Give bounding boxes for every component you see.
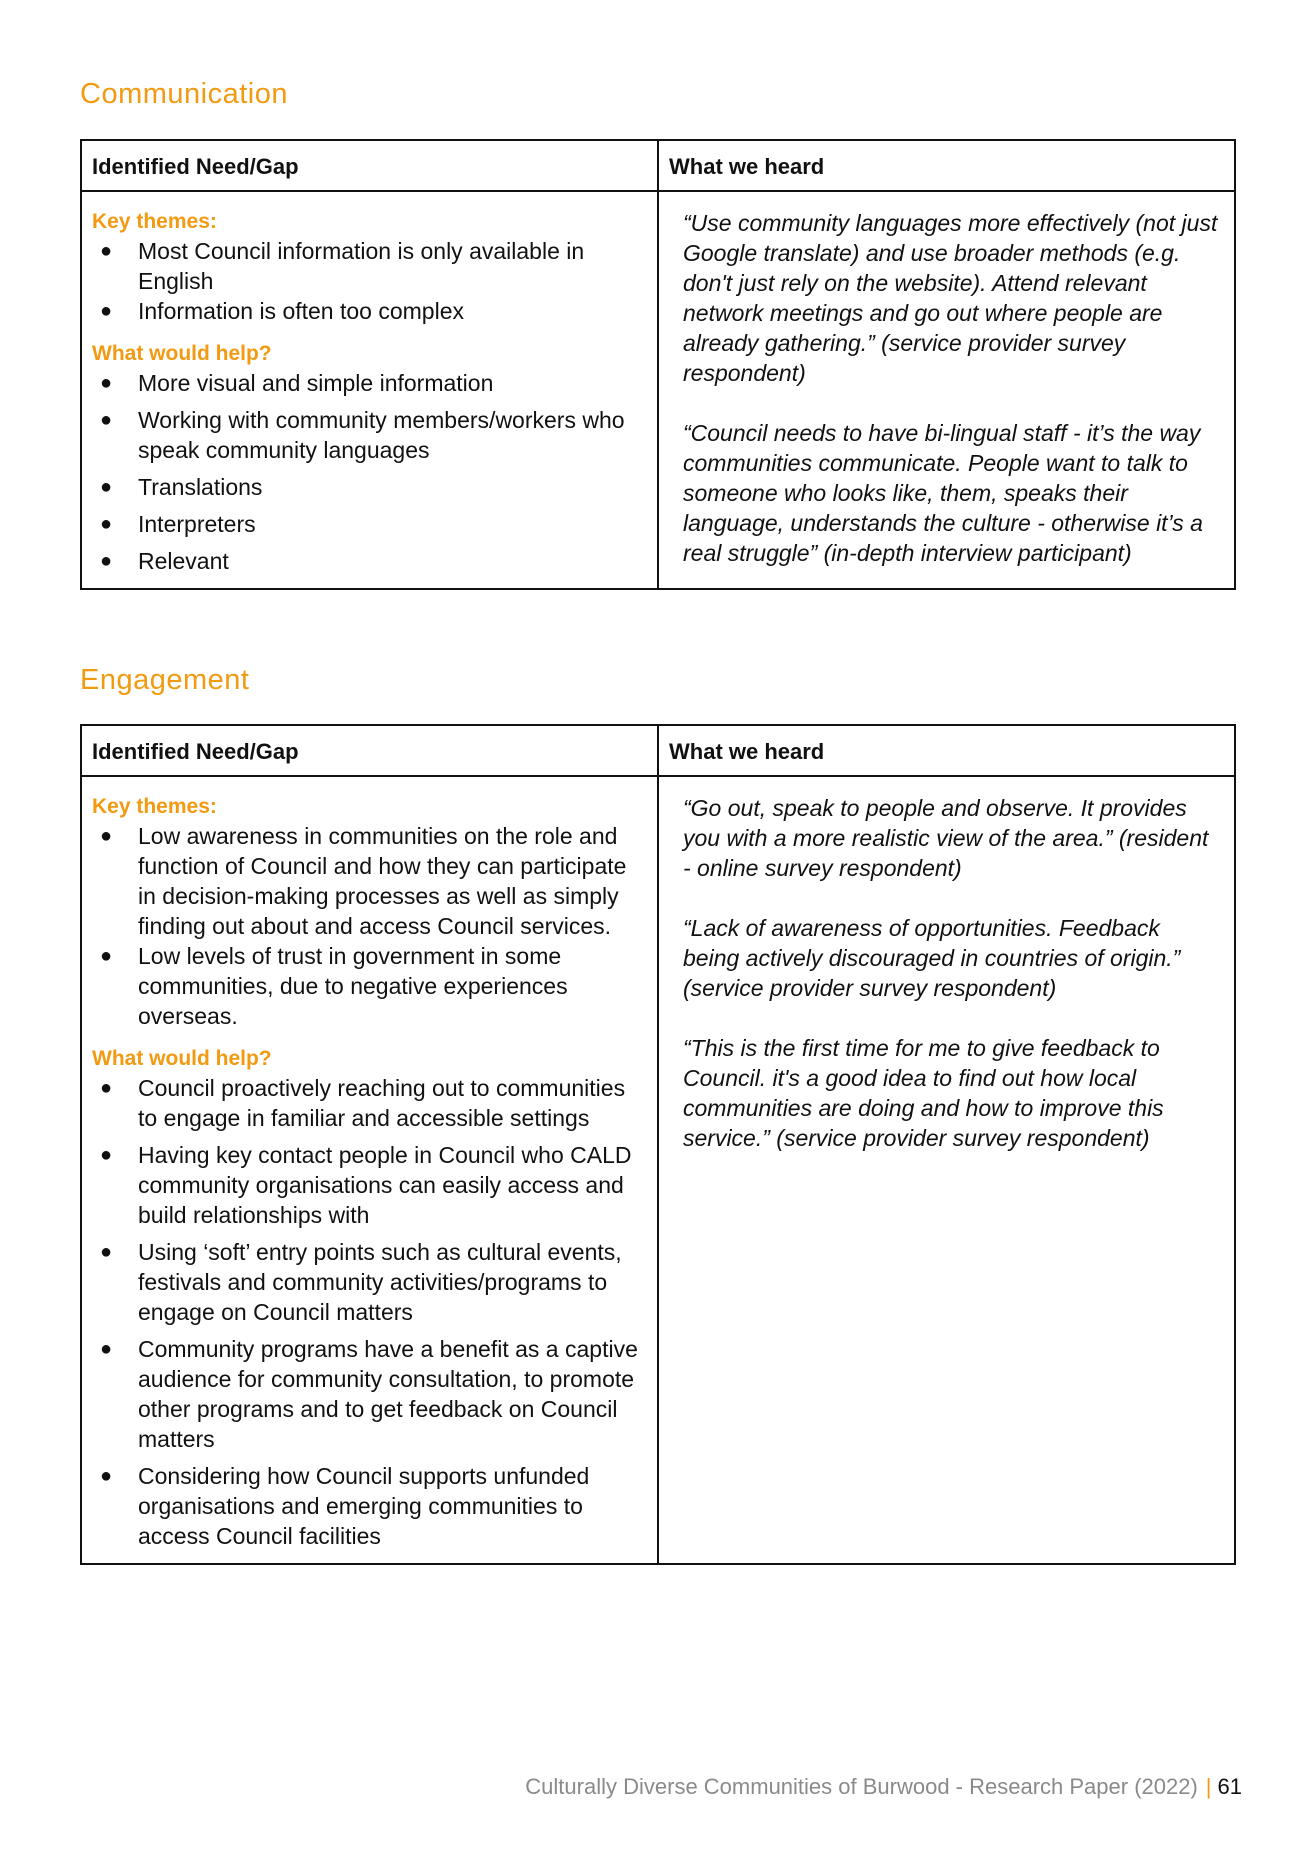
footer-title: Culturally Diverse Communities of Burwood - Research Paper (2022) bbox=[525, 1774, 1198, 1799]
need-cell bbox=[81, 776, 658, 1564]
column-header-heard: What we heard bbox=[658, 140, 1235, 191]
bullet-icon: ● bbox=[100, 825, 113, 847]
bullet-icon: ● bbox=[100, 240, 113, 262]
key-themes-label: Key themes: bbox=[92, 210, 217, 233]
quote: “Lack of awareness of opportunities. Feedback being actively discouraged in countries of origin.” (service provider survey respondent) bbox=[683, 915, 1181, 1001]
bullet-icon: ● bbox=[100, 1465, 113, 1487]
heard-cell bbox=[658, 191, 1235, 589]
list-item-text: Working with community members/workers who speak community languages bbox=[138, 407, 625, 463]
list-item bbox=[92, 1237, 647, 1327]
column-header-heard: What we heard bbox=[658, 725, 1235, 776]
list-item bbox=[92, 1461, 647, 1551]
list-item bbox=[92, 1140, 647, 1230]
quote: “Go out, speak to people and observe. It provides you with a more realistic view of the area.” (resident - online survey respondent) bbox=[683, 795, 1209, 881]
list-item-text: Translations bbox=[138, 474, 263, 500]
list-item-text: Having key contact people in Council who CALD community organisations can easily access and build relationships with bbox=[138, 1142, 632, 1228]
list-item bbox=[92, 821, 647, 941]
page-number: 61 bbox=[1217, 1774, 1242, 1799]
list-item-text: Council proactively reaching out to communities to engage in familiar and accessible settings bbox=[138, 1075, 626, 1131]
list-item bbox=[92, 296, 647, 326]
list-item-text: Using ‘soft’ entry points such as cultural events, festivals and community activities/programs to engage on Council matters bbox=[138, 1239, 622, 1325]
help-list bbox=[92, 368, 647, 576]
list-item bbox=[92, 405, 647, 465]
heard-cell bbox=[658, 776, 1235, 1564]
need-cell bbox=[81, 191, 658, 589]
bullet-icon: ● bbox=[100, 945, 113, 967]
list-item bbox=[92, 546, 647, 576]
bullet-icon: ● bbox=[100, 1077, 113, 1099]
engagement-table bbox=[80, 724, 1236, 1565]
page-footer bbox=[525, 1774, 1242, 1800]
table-row bbox=[81, 191, 1235, 589]
quote: “Council needs to have bi-lingual staff - it’s the way communities communicate. People want to talk to someone who looks like, them, speaks their language, understands the culture - otherwise it’s a real struggle” (in-depth interview participant) bbox=[683, 420, 1203, 566]
list-item-text: More visual and simple information bbox=[138, 370, 494, 396]
column-header-need: Identified Need/Gap bbox=[81, 140, 658, 191]
section-title-communication: Communication bbox=[80, 78, 288, 110]
list-item-text: Considering how Council supports unfunded organisations and emerging communities to access Council facilities bbox=[138, 1463, 590, 1549]
list-item-text: Most Council information is only available in English bbox=[138, 238, 585, 294]
bullet-icon: ● bbox=[100, 409, 113, 431]
help-list bbox=[92, 1073, 647, 1551]
bullet-icon: ● bbox=[100, 1241, 113, 1263]
quote: “This is the first time for me to give feedback to Council. it's a good idea to find out how local communities are doing and how to improve this service.” (service provider survey respondent) bbox=[683, 1035, 1164, 1151]
list-item-text: Interpreters bbox=[138, 511, 256, 537]
what-would-help-label: What would help? bbox=[92, 1047, 272, 1070]
what-would-help-label: What would help? bbox=[92, 342, 272, 365]
list-item-text: Community programs have a benefit as a captive audience for community consultation, to promote other programs and to get feedback on Council matters bbox=[138, 1336, 638, 1452]
bullet-icon: ● bbox=[100, 300, 113, 322]
list-item bbox=[92, 236, 647, 296]
section-title-engagement: Engagement bbox=[80, 664, 250, 696]
list-item bbox=[92, 368, 647, 398]
bullet-icon: ● bbox=[100, 1338, 113, 1360]
list-item bbox=[92, 1073, 647, 1133]
footer-separator: | bbox=[1205, 1774, 1212, 1799]
key-themes-label: Key themes: bbox=[92, 795, 217, 818]
list-item-text: Low levels of trust in government in some communities, due to negative experiences overseas. bbox=[138, 943, 568, 1029]
list-item-text: Relevant bbox=[138, 548, 229, 574]
bullet-icon: ● bbox=[100, 513, 113, 535]
list-item bbox=[92, 509, 647, 539]
list-item bbox=[92, 941, 647, 1031]
quote: “Use community languages more effectively (not just Google translate) and use broader methods (e.g. don't just rely on the website). Attend relevant network meetings and go out where people are already gathering.” (service provider survey respondent) bbox=[683, 210, 1218, 386]
list-item bbox=[92, 1334, 647, 1454]
table-header-row bbox=[81, 725, 1235, 776]
key-themes-list bbox=[92, 821, 647, 1031]
list-item-text: Low awareness in communities on the role and function of Council and how they can participate in decision-making processes as well as simply finding out about and access Council services. bbox=[138, 823, 627, 939]
table-header-row bbox=[81, 140, 1235, 191]
bullet-icon: ● bbox=[100, 550, 113, 572]
bullet-icon: ● bbox=[100, 1144, 113, 1166]
key-themes-list bbox=[92, 236, 647, 326]
list-item-text: Information is often too complex bbox=[138, 298, 464, 324]
bullet-icon: ● bbox=[100, 372, 113, 394]
column-header-need: Identified Need/Gap bbox=[81, 725, 658, 776]
table-row bbox=[81, 776, 1235, 1564]
communication-table bbox=[80, 139, 1236, 590]
bullet-icon: ● bbox=[100, 476, 113, 498]
list-item bbox=[92, 472, 647, 502]
